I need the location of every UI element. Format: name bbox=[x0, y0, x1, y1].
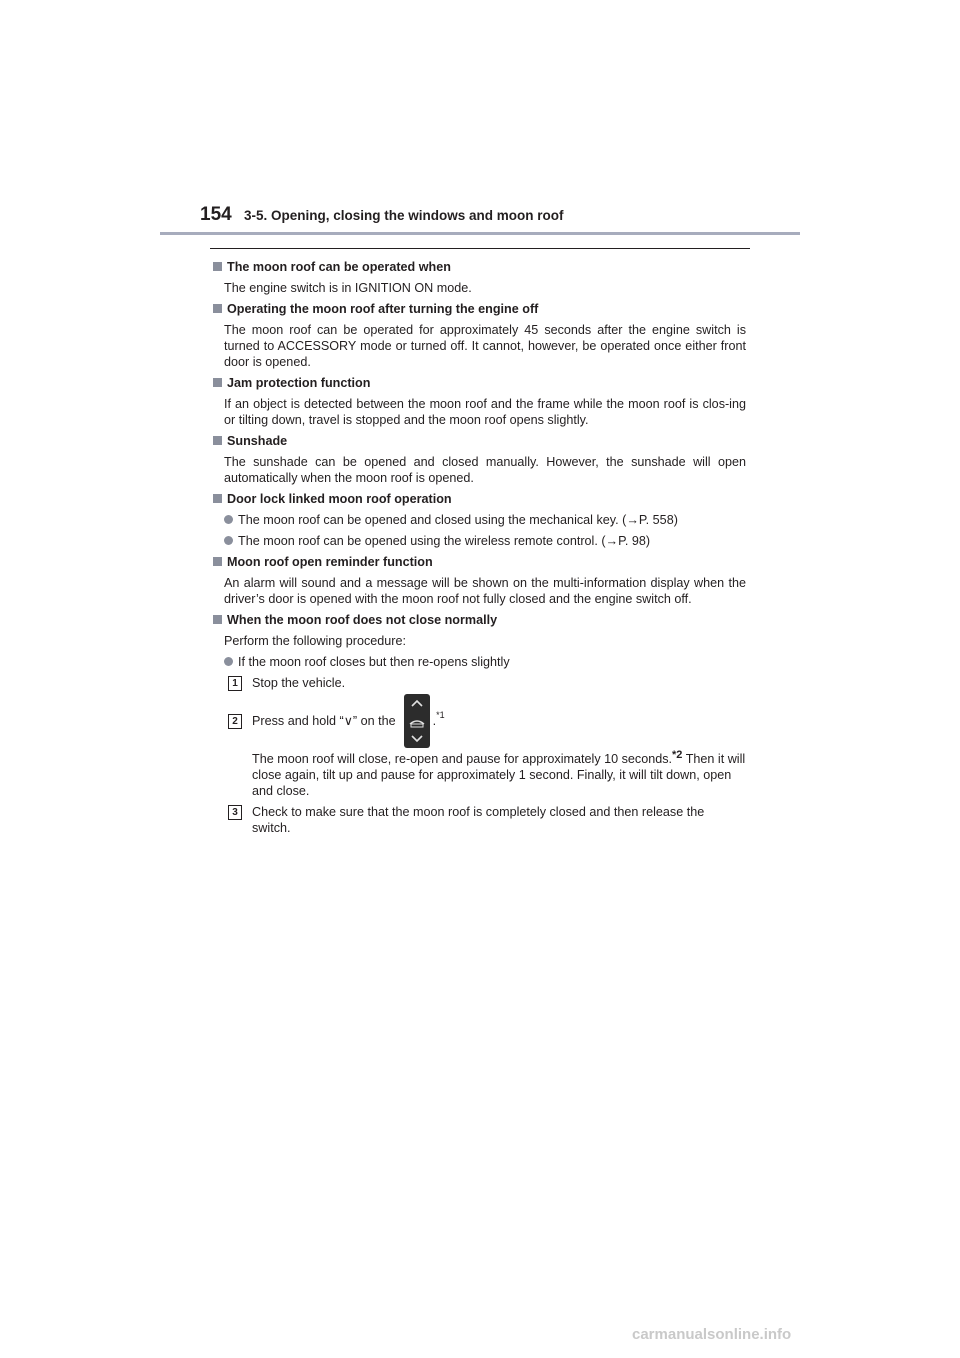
section-after-engine-off bbox=[210, 301, 746, 370]
step-text: Stop the vehicle. bbox=[252, 676, 346, 690]
page-header bbox=[160, 202, 800, 234]
chapter-title: 3-5. Opening, closing the windows and moon roof bbox=[244, 208, 564, 223]
section-operated-when bbox=[210, 259, 746, 296]
section-title: When the moon roof does not close normally bbox=[227, 613, 498, 627]
round-bullet-icon bbox=[224, 536, 233, 545]
round-bullet-icon bbox=[224, 657, 233, 666]
square-bullet-icon bbox=[213, 494, 222, 503]
step-text: Press and hold “∨” on the bbox=[252, 714, 396, 728]
step-text: Check to make sure that the moon roof is completely closed and then release the switch. bbox=[252, 805, 705, 836]
square-bullet-icon bbox=[213, 262, 222, 271]
step-number: 3 bbox=[228, 805, 242, 820]
step-number: 2 bbox=[228, 714, 242, 729]
square-bullet-icon bbox=[213, 304, 222, 313]
section-title: Jam protection function bbox=[227, 376, 371, 390]
section-jam-protection bbox=[210, 375, 746, 428]
square-bullet-icon bbox=[213, 436, 222, 445]
footnote-marker: *1 bbox=[436, 710, 445, 720]
moon-roof-switch-icon bbox=[404, 694, 430, 748]
section-text: The engine switch is in IGNITION ON mode. bbox=[224, 281, 472, 295]
list-item: The moon roof can be opened and closed using the mechanical key. (→P. 558) bbox=[224, 512, 746, 528]
header-divider bbox=[160, 232, 800, 235]
section-not-close-normally bbox=[210, 612, 746, 836]
section-text: An alarm will sound and a message will be shown on the multi-information display when the driver’s door is opened with the moon roof not fully closed and the engine switch off. bbox=[224, 576, 746, 606]
square-bullet-icon bbox=[213, 557, 222, 566]
watermark: carmanualsonline.info bbox=[632, 1326, 792, 1343]
section-title: Operating the moon roof after turning the engine off bbox=[227, 302, 539, 316]
section-door-lock-linked bbox=[210, 491, 746, 549]
section-text: Perform the following procedure: bbox=[224, 634, 407, 648]
footnote-marker: *2 bbox=[672, 749, 683, 761]
round-bullet-icon bbox=[224, 515, 233, 524]
step-detail: The moon roof will close, re-open and pause for approximately 10 seconds.$^{*2}$ Then it will close again, tilt up and pause for approximately 1 second. Finally, it will tilt down, open and close. bbox=[252, 749, 746, 799]
step-2: 2 Press and hold “∨” on the . $^{*1}$ The moon roof will close, re-open and pause for approximately 10 seconds.$^{*2}$ Then it will close again, tilt up and pause for approximately 1 second. Finally, it will tilt down, open and close. bbox=[224, 693, 746, 799]
step-3 bbox=[224, 804, 746, 836]
list-item: If the moon roof closes but then re-opens slightly bbox=[224, 654, 746, 670]
main-content bbox=[210, 259, 746, 841]
section-title: The moon roof can be operated when bbox=[227, 260, 451, 274]
step-1 bbox=[224, 675, 746, 691]
section-text: The sunshade can be opened and closed manually. However, the sunshade will open automatically when the moon roof is opened. bbox=[224, 455, 746, 485]
section-open-reminder bbox=[210, 554, 746, 607]
section-divider bbox=[210, 248, 750, 249]
page-number: 154 bbox=[200, 204, 232, 225]
square-bullet-icon bbox=[213, 615, 222, 624]
step-number: 1 bbox=[228, 676, 242, 691]
section-title: Moon roof open reminder function bbox=[227, 555, 433, 569]
section-title: Door lock linked moon roof operation bbox=[227, 492, 452, 506]
square-bullet-icon bbox=[213, 378, 222, 387]
section-text: The moon roof can be operated for approximately 45 seconds after the engine switch is turned to ACCESSORY mode or turned off. It cannot, however, be operated once either front door is opened. bbox=[224, 323, 746, 369]
section-text: If an object is detected between the moon roof and the frame while the moon roof is clos-ing or tilting down, travel is stopped and the moon roof opens slightly. bbox=[224, 397, 746, 427]
list-item: The moon roof can be opened using the wireless remote control. (→P. 98) bbox=[224, 533, 746, 549]
section-sunshade bbox=[210, 433, 746, 486]
section-title: Sunshade bbox=[227, 434, 288, 448]
